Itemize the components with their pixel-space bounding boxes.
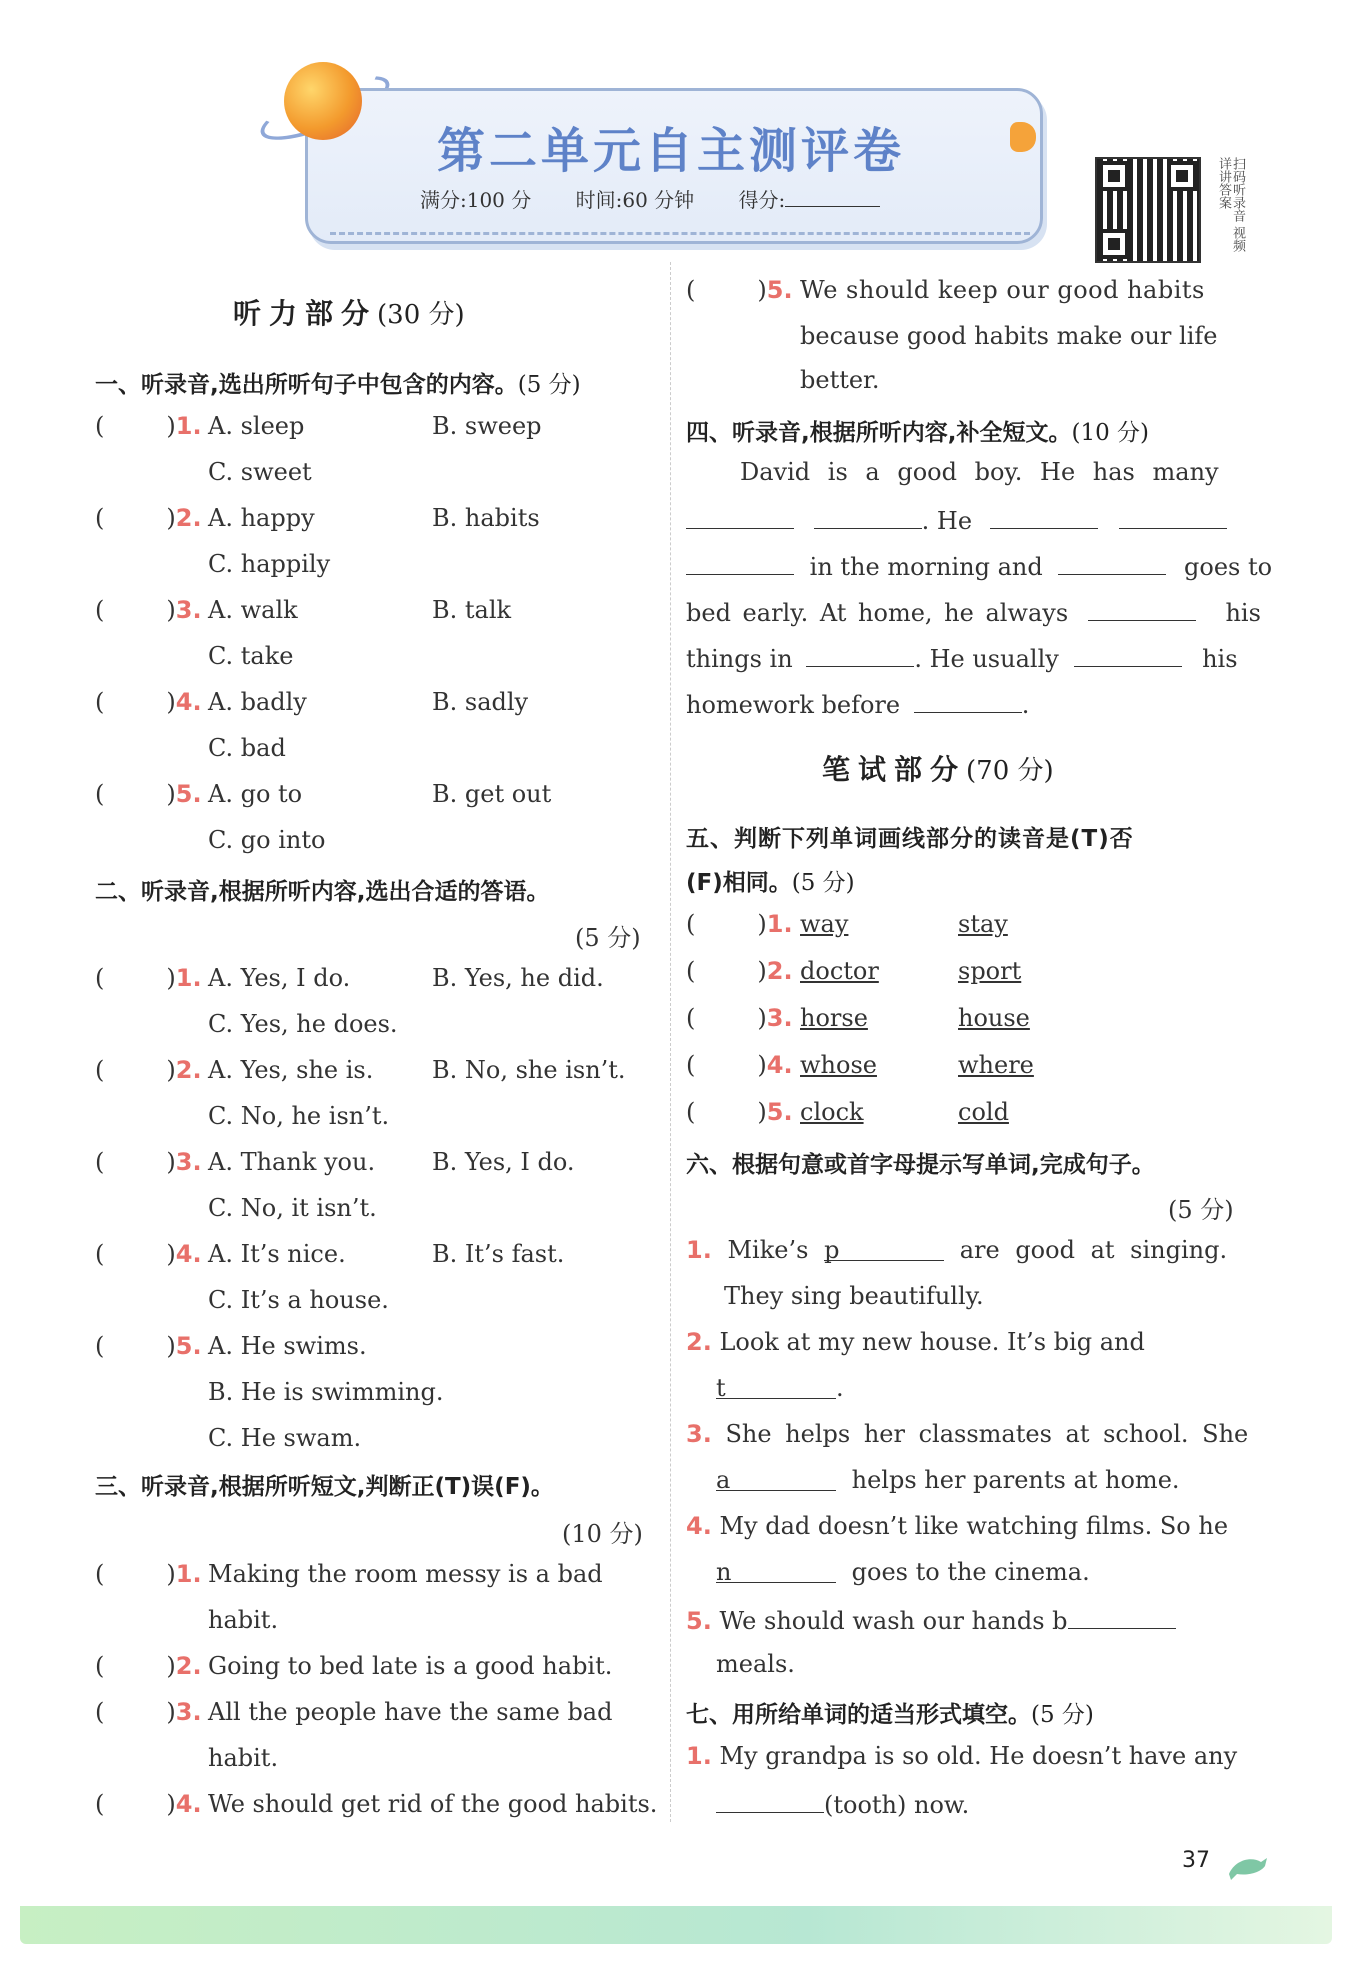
s2-item-4: ( )4. [95, 1240, 202, 1268]
s6-item-2: 2. Look at my new house. It’s big and [686, 1328, 1145, 1356]
option-c: C. go into [208, 826, 326, 854]
s1-item-2: ( )2. [95, 504, 202, 532]
statement-cont: habit. [208, 1744, 279, 1772]
listening-part-title: 听力部分(30 分) [233, 297, 465, 330]
section-1-title: 一、听录音,选出所听句子中包含的内容。(5 分) [95, 372, 581, 398]
word-1: whose [800, 1051, 877, 1079]
column-divider [670, 262, 671, 1822]
option-a: A. go to [208, 780, 303, 808]
option-c: C. take [208, 642, 294, 670]
statement-cont: because good habits make our life [800, 322, 1218, 350]
answer-blank[interactable]: t [716, 1374, 836, 1399]
answer-blank[interactable] [686, 550, 794, 575]
option-a: A. It’s nice. [208, 1240, 346, 1268]
option-b: B. get out [432, 780, 552, 808]
answer-blank[interactable] [1088, 596, 1196, 621]
answer-blank[interactable] [1068, 1604, 1176, 1629]
footer-band [20, 1906, 1332, 1944]
s2-item-5: ( )5. [95, 1332, 202, 1360]
s6-item-4: 4. My dad doesn’t like watching films. So he [686, 1512, 1229, 1540]
s1-item-5: ( )5. [95, 780, 202, 808]
option-a: A. Thank you. [208, 1148, 376, 1176]
answer-blank[interactable]: p [824, 1236, 944, 1261]
option-c: C. No, it isn’t. [208, 1194, 377, 1222]
section-5-title: 五、判断下列单词画线部分的读音是(T)否 [686, 826, 1134, 852]
statement-cont: better. [800, 366, 880, 394]
s6-item-2-cont: t . [716, 1374, 844, 1402]
s7-item-1: 1. My grandpa is so old. He doesn’t have any [686, 1742, 1238, 1770]
full-score: 满分:100 分 [420, 188, 532, 212]
s2-item-1: ( )1. [95, 964, 202, 992]
section-3-points: (10 分) [562, 1520, 643, 1548]
s3-item-2: ( )2. [95, 1652, 202, 1680]
dolphin-icon [1225, 1852, 1269, 1882]
passage-line: bed early. At home, he always his [686, 596, 1261, 627]
s3-item-3: ( )3. [95, 1698, 202, 1726]
option-a: A. Yes, I do. [208, 964, 351, 992]
s5-item-2: ( )2. [686, 957, 793, 985]
passage-line: . He [686, 504, 1227, 535]
sentence-cont: meals. [716, 1650, 795, 1678]
s6-item-3: 3. She helps her classmates at school. She [686, 1420, 1249, 1448]
answer-blank[interactable] [814, 504, 922, 529]
section-2-title: 二、听录音,根据所听内容,选出合适的答语。 [95, 879, 550, 905]
section-2-points: (5 分) [575, 924, 641, 952]
answer-blank[interactable]: n [716, 1558, 836, 1583]
qr-caption: 扫码听录音 视频详讲答案 [1216, 157, 1245, 253]
answer-blank[interactable] [914, 688, 1022, 713]
s6-item-1: 1. Mike’s p are good at singing. [686, 1236, 1228, 1264]
passage-line: homework before . [686, 688, 1029, 719]
option-c: C. sweet [208, 458, 312, 486]
score-blank[interactable] [785, 192, 880, 207]
s7-item-1-cont: (tooth) now. [716, 1788, 969, 1819]
s5-item-1: ( )1. [686, 910, 793, 938]
word-1: doctor [800, 957, 879, 985]
page-title: 第二单元自主测评卷 [436, 123, 905, 179]
qr-finder [1099, 229, 1129, 259]
section-7-title: 七、用所给单词的适当形式填空。(5 分) [686, 1702, 1094, 1728]
writing-part-title: 笔试部分(70 分) [822, 753, 1054, 786]
statement-cont: habit. [208, 1606, 279, 1634]
qr-code-icon[interactable] [1095, 157, 1201, 263]
section-3-title: 三、听录音,根据所听短文,判断正(T)误(F)。 [95, 1474, 554, 1500]
word-2: sport [958, 957, 1022, 985]
s2-item-3: ( )3. [95, 1148, 202, 1176]
statement: Making the room messy is a bad [208, 1560, 603, 1588]
s5-item-5: ( )5. [686, 1098, 793, 1126]
answer-blank[interactable] [1119, 504, 1227, 529]
answer-blank[interactable] [1074, 642, 1182, 667]
s6-item-5: 5. We should wash our hands b [686, 1604, 1176, 1635]
option-b: B. He is swimming. [208, 1378, 444, 1406]
statement: Going to bed late is a good habit. [208, 1652, 613, 1680]
s2-item-2: ( )2. [95, 1056, 202, 1084]
sentence-cont: They sing beautifully. [724, 1282, 984, 1310]
section-6-points: (5 分) [1168, 1196, 1234, 1224]
option-b: B. Yes, he did. [432, 964, 604, 992]
option-c: C. He swam. [208, 1424, 362, 1452]
word-1: clock [800, 1098, 864, 1126]
s3-item-1: ( )1. [95, 1560, 202, 1588]
word-1: way [800, 910, 849, 938]
passage-line: David is a good boy. He has many [740, 458, 1219, 486]
s3-item-5: ( )5. [686, 276, 793, 304]
answer-blank[interactable] [990, 504, 1098, 529]
answer-blank[interactable] [1058, 550, 1166, 575]
answer-blank[interactable] [686, 504, 794, 529]
option-c: C. It’s a house. [208, 1286, 389, 1314]
word-2: stay [958, 910, 1008, 938]
answer-blank[interactable]: a [716, 1466, 836, 1491]
s5-item-3: ( )3. [686, 1004, 793, 1032]
word-1: horse [800, 1004, 868, 1032]
page-number: 37 [1182, 1848, 1210, 1873]
qr-finder [1099, 161, 1129, 191]
section-5-title-cont: (F)相同。(5 分) [686, 870, 855, 896]
passage-line: in the morning and goes to [686, 550, 1272, 581]
option-b: B. It’s fast. [432, 1240, 565, 1268]
s6-item-3-cont: a helps her parents at home. [716, 1466, 1180, 1494]
option-c: C. bad [208, 734, 286, 762]
option-a: A. Yes, she is. [208, 1056, 374, 1084]
s5-item-4: ( )4. [686, 1051, 793, 1079]
option-a: A. sleep [208, 412, 305, 440]
exam-info [420, 184, 918, 213]
answer-blank[interactable] [716, 1788, 824, 1813]
s3-item-4: ( )4. [95, 1790, 202, 1818]
option-b: B. Yes, I do. [432, 1148, 575, 1176]
s1-item-1: ( )1. [95, 412, 202, 440]
statement: We should get rid of the good habits. [208, 1790, 658, 1818]
option-c: C. happily [208, 550, 331, 578]
option-a: A. He swims. [208, 1332, 367, 1360]
option-a: A. happy [208, 504, 315, 532]
statement: All the people have the same bad [208, 1698, 613, 1726]
option-b: B. talk [432, 596, 512, 624]
passage-line: things in . He usually his [686, 642, 1238, 673]
option-b: B. No, she isn’t. [432, 1056, 626, 1084]
option-a: A. badly [208, 688, 307, 716]
option-c: C. Yes, he does. [208, 1010, 398, 1038]
banner-divider [330, 232, 1030, 235]
word-2: where [958, 1051, 1034, 1079]
option-c: C. No, he isn’t. [208, 1102, 390, 1130]
s1-item-3: ( )3. [95, 596, 202, 624]
word-2: house [958, 1004, 1030, 1032]
time-limit: 时间:60 分钟 [575, 188, 695, 212]
s1-item-4: ( )4. [95, 688, 202, 716]
word-2: cold [958, 1098, 1009, 1126]
s6-item-4-cont: n goes to the cinema. [716, 1558, 1090, 1586]
option-b: B. sadly [432, 688, 529, 716]
option-b: B. sweep [432, 412, 542, 440]
statement: We should keep our good habits [800, 276, 1205, 304]
option-a: A. walk [208, 596, 298, 624]
section-6-title: 六、根据句意或首字母提示写单词,完成句子。 [686, 1152, 1155, 1178]
score-label: 得分: [738, 188, 786, 212]
answer-blank[interactable] [806, 642, 914, 667]
section-4-title: 四、听录音,根据所听内容,补全短文。(10 分) [686, 420, 1150, 446]
qr-finder [1167, 161, 1197, 191]
option-b: B. habits [432, 504, 540, 532]
